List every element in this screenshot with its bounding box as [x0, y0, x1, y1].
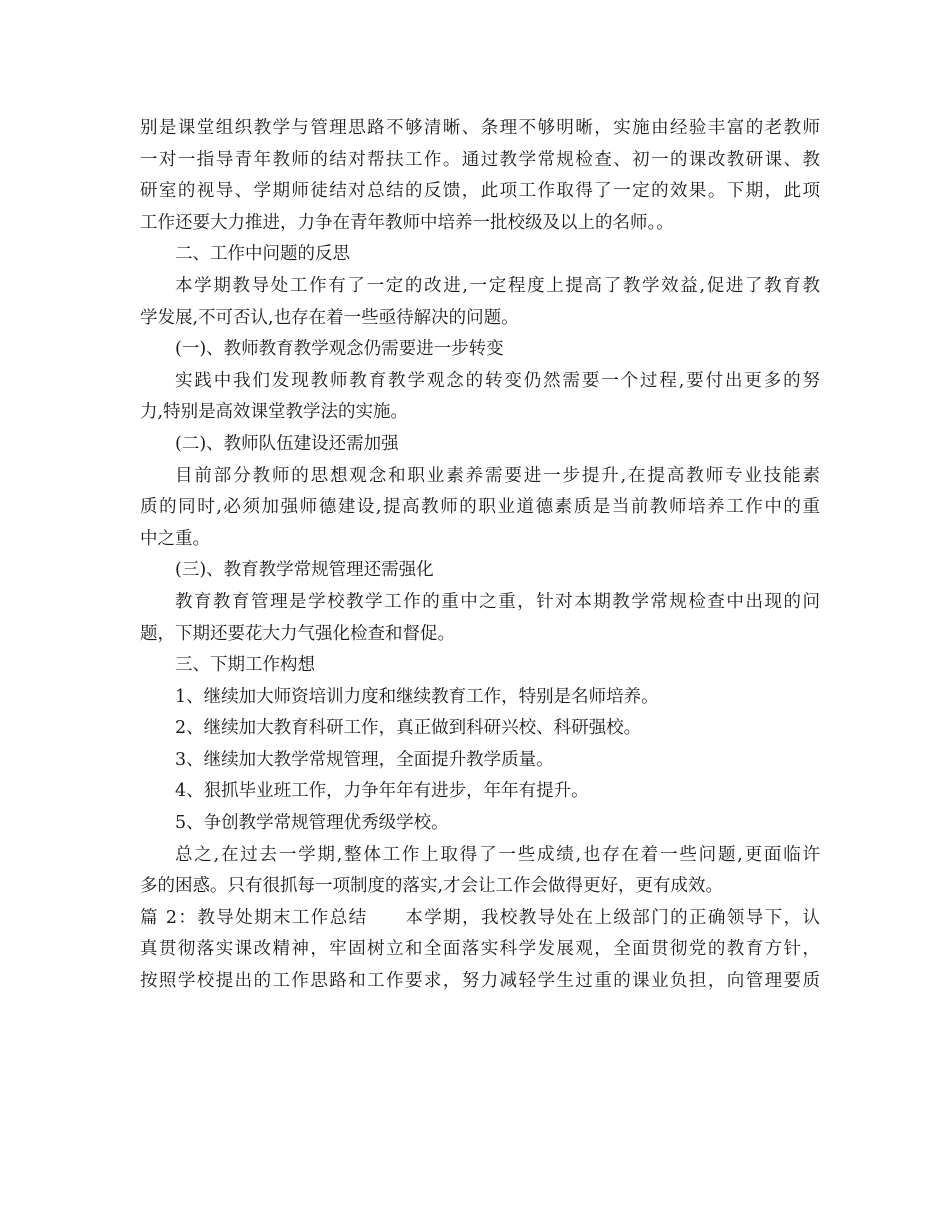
text-line: 3、继续加大教学常规管理，全面提升教学质量。: [175, 749, 554, 770]
text-line: 篇 2：教导处期末工作总结 本学期，我校教导处在上级部门的正确领导下，认: [140, 907, 820, 928]
text-line: 真贯彻落实课改精神，牢固树立和全面落实科学发展观，全面贯彻党的教育方针，: [140, 939, 820, 960]
document-body: [140, 113, 820, 998]
text-line: 教育教育管理是学校教学工作的重中之重，针对本期教学常规检查中出现的问: [175, 591, 820, 612]
text-line: 二、工作中问题的反思: [175, 244, 350, 265]
text-line: 5、争创教学常规管理优秀级学校。: [175, 813, 449, 834]
text-line: 力,特别是高效课堂教学法的实施。: [140, 402, 409, 423]
text-line: 研室的视导、学期师徒结对总结的反馈，此项工作取得了一定的效果。下期，此项: [140, 181, 820, 202]
text-line: 一对一指导青年教师的结对帮扶工作。通过教学常规检查、初一的课改教研课、教: [140, 149, 820, 170]
text-line: (三)、教育教学常规管理还需强化: [175, 560, 434, 581]
text-line: 按照学校提出的工作思路和工作要求，努力减轻学生过重的课业负担，向管理要质: [140, 971, 820, 992]
text-line: 4、狠抓毕业班工作，力争年年有进步，年年有提升。: [175, 781, 589, 802]
text-line: 2、继续加大教育科研工作，真正做到科研兴校、科研强校。: [175, 718, 642, 739]
text-line: 目前部分教师的思想观念和职业素养需要进一步提升,在提高教师专业技能素: [175, 465, 820, 486]
text-line: 实践中我们发现教师教育教学观念的转变仍然需要一个过程,要付出更多的努: [175, 370, 820, 391]
text-line: (一)、教师教育教学观念仍需要进一步转变: [175, 339, 504, 360]
text-line: 总之,在过去一学期,整体工作上取得了一些成绩,也存在着一些问题,更面临许: [175, 844, 820, 865]
text-line: (二)、教师队伍建设还需加强: [175, 433, 399, 454]
text-line: 三、下期工作构想: [175, 655, 315, 676]
text-line: 本学期教导处工作有了一定的改进,一定程度上提高了教学效益,促进了教育教: [175, 275, 820, 296]
text-line: 工作还要大力推进，力争在青年教师中培养一批校级及以上的名师。。: [140, 212, 674, 233]
text-line: 多的困惑。只有很抓每一项制度的落实,才会让工作会做得更好，更有成效。: [140, 876, 724, 897]
text-line: 题，下期还要花大力气强化检查和督促。: [140, 623, 455, 644]
text-line: 中之重。: [140, 528, 210, 549]
text-line: 别是课堂组织教学与管理思路不够清晰、条理不够明晰，实施由经验丰富的老教师: [140, 118, 820, 138]
text-line: 学发展,不可否认,也存在着一些亟待解决的问题。: [140, 307, 519, 328]
text-line: 1、继续加大师资培训力度和继续教育工作，特别是名师培养。: [175, 686, 659, 707]
text-line: 质的同时,必须加强师德建设,提高教师的职业道德素质是当前教师培养工作中的重: [140, 497, 820, 518]
